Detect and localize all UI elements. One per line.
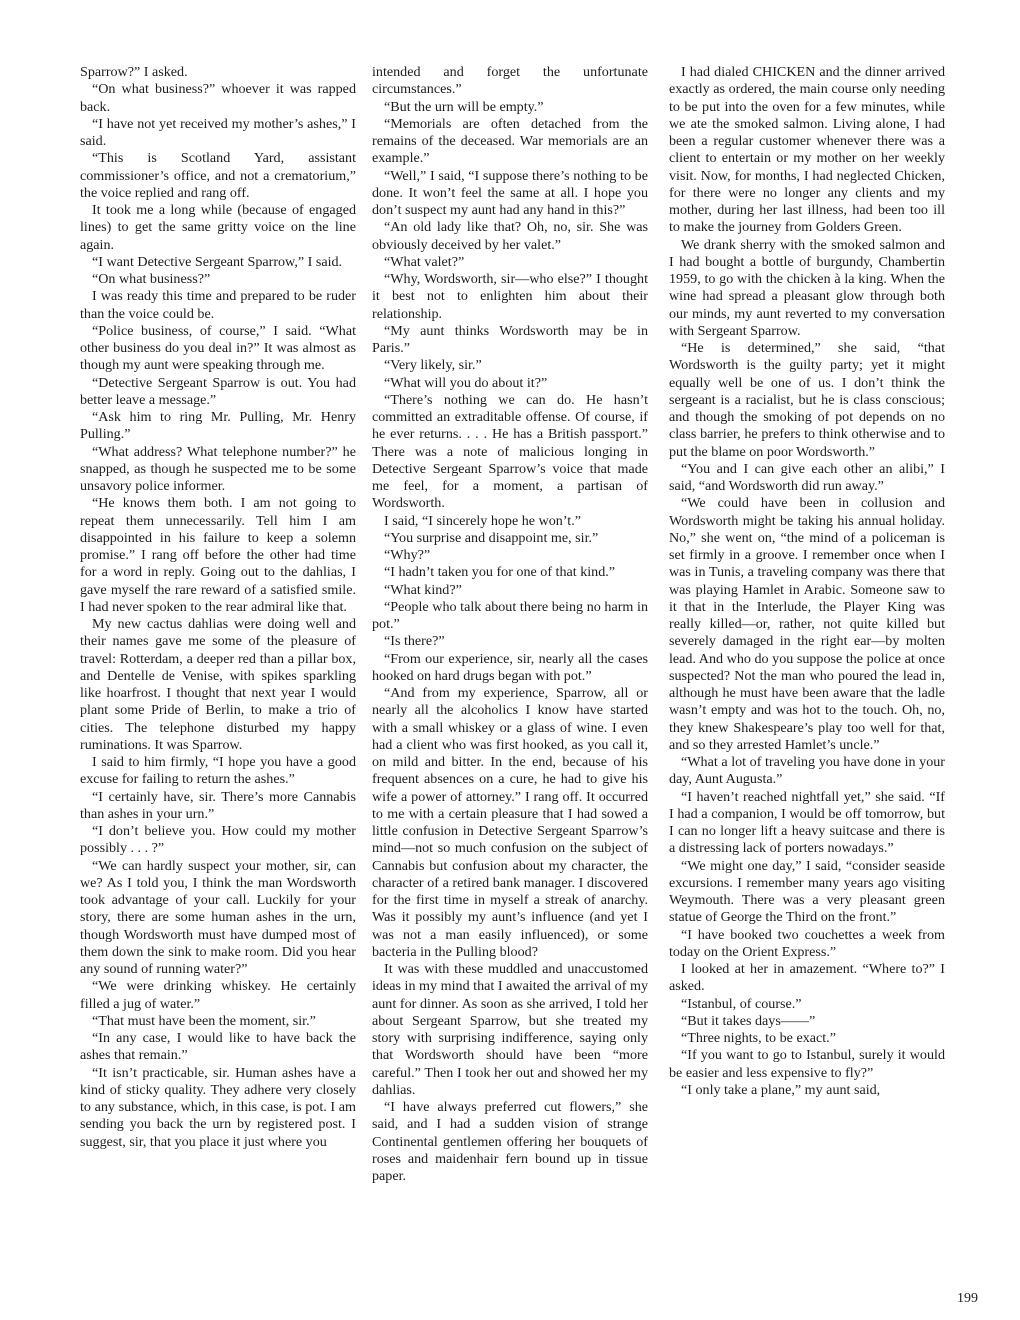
paragraph: “There’s nothing we can do. He hasn’t committed an extraditable offense. Of course, if he ever returns. . . . He has a British passport.” There was a note of malicious longing in Detective Sergeant Sparrow’s voice that made me feel, for a moment, a partisan of Wordsworth. [372, 391, 648, 512]
paragraph: “I haven’t reached nightfall yet,” she said. “If I had a companion, I would be off tomorrow, but I can no longer lift a heavy suitcase and there is a distressing lack of porters nowadays.” [669, 788, 945, 857]
paragraph: “My aunt thinks Wordsworth may be in Paris.” [372, 322, 648, 356]
paragraph: “We can hardly suspect your mother, sir, can we? As I told you, I think the man Wordsworth took advantage of your call. Luckily for your story, there are some human ashes in the urn, though Wordsworth must have dumped most of them down the sink to make room. Did you hear any sound of running water?” [80, 857, 356, 977]
paragraph: “You and I can give each other an alibi,” I said, “and Wordsworth did run away.” [669, 460, 945, 494]
paragraph: “Istanbul, of course.” [681, 995, 802, 1012]
text-column-1 [80, 64, 356, 1151]
paragraph: “On what business?” [92, 271, 211, 287]
paragraph: “But the urn will be empty.” [384, 98, 544, 115]
text-column-3 [669, 64, 945, 1099]
text-column-2 [372, 64, 648, 1185]
paragraph: “We were drinking whiskey. He certainly filled a jug of water.” [80, 978, 356, 1012]
paragraph: “What address? What telephone number?” he snapped, as though he suspected me to be some unsavory police informer. [80, 443, 356, 494]
paragraph: “Well,” I said, “I suppose there’s nothing to be done. It won’t feel the same at all. I hope you don’t suspect my aunt had any hand in this?” [372, 167, 648, 218]
paragraph: “It isn’t practicable, sir. Human ashes have a kind of sticky quality. They adhere very closely to any substance, which, in this case, is pot. I am sending you back the urn by registered post. I suggest, sir, that you place it just where you [80, 1064, 356, 1150]
paragraph: We drank sherry with the smoked salmon and I had bought a bottle of burgundy, Chambertin 1959, to go with the chicken à la king. When the wine had spread a pleasant glow through both our minds, my aunt reverted to my conversation with Sergeant Sparrow. [669, 236, 945, 339]
paragraph: “What will you do about it?” [384, 374, 548, 391]
paragraph: “Very likely, sir.” [384, 357, 482, 374]
paragraph: “Ask him to ring Mr. Pulling, Mr. Henry Pulling.” [80, 409, 356, 443]
paragraph: “I don’t believe you. How could my mother possibly . . . ?” [80, 823, 356, 857]
paragraph: “But it takes days——” [681, 1012, 816, 1029]
paragraph: “You surprise and disappoint me, sir.” [384, 529, 599, 546]
paragraph: “I have always preferred cut flowers,” she said, and I had a sudden vision of strange Continental gentlemen offering her bouquets of roses and maidenhair fern bound up in tissue paper. [372, 1099, 648, 1184]
paragraph: “I hadn’t taken you for one of that kind.” [384, 564, 616, 581]
paragraph: My new cactus dahlias were doing well and their names gave me some of the pleasure of travel: Rotterdam, a deeper red than a pillar box, and Dentelle de Venise, with spikes sparkling like hoarfrost. I thought that next year I would plant some Pride of Berlin, to make a trio of cities. The telephone disturbed my happy ruminations. It was Sparrow. [80, 616, 356, 753]
paragraph: “Is there?” [384, 633, 445, 650]
paragraph: “I certainly have, sir. There’s more Cannabis than ashes in your urn.” [80, 788, 356, 822]
paragraph: “People who talk about there being no harm in pot.” [372, 598, 648, 632]
paragraph: “Three nights, to be exact.” [681, 1030, 836, 1046]
paragraph: “An old lady like that? Oh, no, sir. She was obviously deceived by her valet.” [372, 219, 648, 253]
paragraph: “I want Detective Sergeant Sparrow,” I said. [92, 253, 343, 270]
paragraph: “That must have been the moment, sir.” [92, 1012, 316, 1029]
paragraph: It was with these muddled and unaccustomed ideas in my mind that I awaited the arrival of my aunt for dinner. As soon as she arrived, I told her about Sergeant Sparrow, but she treated my story with surprising indifference, saying only that Wordsworth should have been “more careful.” Then I took her out and showed her my dahlias. [372, 961, 648, 1098]
paragraph: It took me a long while (because of engaged lines) to get the same gritty voice on the line again. [80, 202, 356, 253]
paragraph: intended and forget the unfortunate circumstances.” [372, 64, 648, 98]
paragraph: “We might one day,” I said, “consider seaside excursions. I remember many years ago visiting Weymouth. There was a very pleasant green statue of George the Third on the front.” [669, 857, 945, 926]
paragraph: “I only take a plane,” my aunt said, [681, 1081, 881, 1098]
paragraph: “We could have been in collusion and Wordsworth might be taking his annual holiday. No,” she went on, “the mind of a policeman is set firmly in a groove. I remember once when I was in Tunis, a traveling company was there that was playing Hamlet in Arabic. Someone saw to it that in the Interlude, the Player King was really killed—or, rather, not quite killed but severely damaged in the right ear—by molten lead. And who do you suppose the police at once suspected? Not the man who poured the lead in, although he must have been aware that the ladle wasn’t empty and was hot to the touch. Oh, no, they knew Shakespeare’s play too well for that, and so they arrested Hamlet’s uncle.” [669, 495, 945, 753]
paragraph: “Why?” [384, 547, 431, 563]
paragraph: “From our experience, sir, nearly all the cases hooked on hard drugs began with pot.” [372, 650, 648, 684]
paragraph: “What valet?” [384, 253, 465, 270]
paragraph: I said to him firmly, “I hope you have a good excuse for failing to return the ashes.” [80, 754, 356, 788]
paragraph: “Why, Wordsworth, sir—who else?” I thought it best not to enlighten him about their relationship. [372, 271, 648, 322]
page-number: 199 [957, 1291, 978, 1306]
paragraph: “He is determined,” she said, “that Wordsworth is the guilty party; yet it might equally well be one of us. I don’t think the sergeant is a racialist, but he is class conscious; and though the smoking of pot depends on no class barrier, he prefers to think otherwise and to put the blame on poor Wordsworth.” [669, 340, 945, 460]
paragraph: “And from my experience, Sparrow, all or nearly all the alcoholics I know have started with a small whiskey or a glass of wine. I even had a client who was first hooked, as you call it, on mild and bitter. In the end, because of his frequent absences on a cure, he had to give his wife a power of attorney.” I rang off. It occurred to me with a certain pleasure that I had sowed a little confusion in Detective Sergeant Sparrow’s mind—not so much confusion on the subject of Cannabis but confusion about my character, the character of a retired bank manager. I discovered for the first time in myself a streak of anarchy. Was it possibly my aunt’s influence (and yet I was not a man easily influenced), or some bacteria in the Pulling blood? [372, 685, 648, 960]
paragraph: “He knows them both. I am not going to repeat them unnecessarily. Tell him I am disappointed in his failure to keep a solemn promise.” I rang off before the other had time for a word in reply. Going out to the dahlias, I gave myself the rare reward of a satisfied smile. I had never spoken to the rear admiral like that. [80, 495, 356, 615]
paragraph: “I have booked two couchettes a week from today on the Orient Express.” [669, 926, 945, 960]
paragraph: “If you want to go to Istanbul, surely it would be easier and less expensive to fly?” [669, 1047, 945, 1081]
paragraph: “I have not yet received my mother’s ashes,” I said. [80, 115, 356, 149]
paragraph: “Police business, of course,” I said. “What other business do you deal in?” It was almost as though my aunt were speaking through me. [80, 322, 356, 374]
paragraph: “What a lot of traveling you have done in your day, Aunt Augusta.” [669, 754, 945, 788]
paragraph: “On what business?” whoever it was rapped back. [80, 81, 356, 115]
paragraph: I had dialed CHICKEN and the dinner arrived exactly as ordered, the main course only needing to be put into the oven for a few minutes, while we ate the smoked salmon. Living alone, I had been a regular customer whenever there was a client to entertain or my mother on her weekly visit. Now, for months, I had neglected Chicken, for there were no longer any clients and my mother, during her last illness, had been too ill to make the journey from Golders Green. [669, 64, 945, 236]
paragraph: “Memorials are often detached from the remains of the deceased. War memorials are an example.” [372, 115, 648, 167]
paragraph: I looked at her in amazement. “Where to?” I asked. [669, 961, 945, 995]
paragraph: “What kind?” [384, 581, 462, 598]
paragraph: “In any case, I would like to have back the ashes that remain.” [80, 1030, 356, 1064]
paragraph: I said, “I sincerely hope he won’t.” [384, 512, 581, 529]
paragraph: “Detective Sergeant Sparrow is out. You had better leave a message.” [80, 374, 356, 408]
paragraph: I was ready this time and prepared to be ruder than the voice could be. [80, 288, 356, 322]
paragraph: Sparrow?” I asked. [80, 64, 188, 80]
paragraph: “This is Scotland Yard, assistant commissioner’s office, and not a crematorium,” the voice replied and rang off. [80, 150, 356, 201]
